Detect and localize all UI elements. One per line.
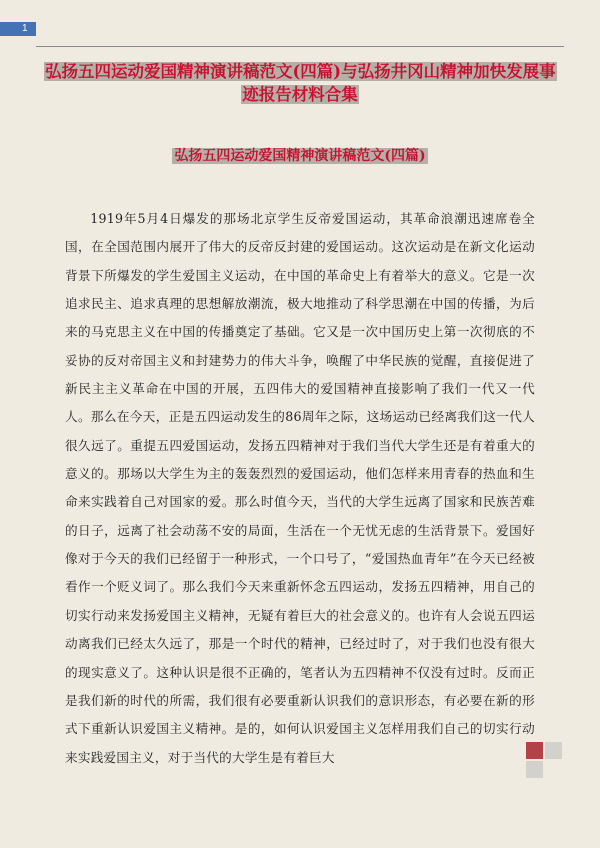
corner-decoration-red-square xyxy=(526,742,543,759)
document-title-text: 弘扬五四运动爱国精神演讲稿范文(四篇)与弘扬井冈山精神加快发展事迹报告材料合集 xyxy=(45,62,556,104)
section-subtitle xyxy=(0,146,600,166)
header-rule xyxy=(36,46,564,47)
document-title xyxy=(44,60,556,106)
corner-decoration-grey-square xyxy=(545,742,562,759)
page-number-badge: 1 xyxy=(0,22,36,36)
body-paragraph: 1919年5月4日爆发的那场北京学生反帝爱国运动，其革命浪潮迅速席卷全国，在全国范围内展开了伟大的反帝反封建的爱国运动。这次运动是在新文化运动背景下所爆发的学生爱国主义运动，在中国的革命史上有着举大的意义。它是一次追求民主、追求真理的思想解放潮流，极大地推动了科学思潮在中国的传播，为后来的马克思主义在中国的传播奠定了基础。它又是一次中国历史上第一次彻底的不妥协的反对帝国主义和封建势力的伟大斗争，唤醒了中华民族的觉醒，直接促进了新民主主义革命在中国的开展，五四伟大的爱国精神直接影响了我们一代又一代人。那么在今天，正是五四运动发生的86周年之际，这场运动已经离我们这一代人很久远了。重提五四爱国运动，发扬五四精神对于我们当代大学生还是有着重大的意义的。那场以大学生为主的轰轰烈烈的爱国运动，他们怎样来用青春的热血和生命来实践着自己对国家的爱。那么时值今天，当代的大学生远离了国家和民族苦难的日子，远离了社会动荡不安的局面，生活在一个无忧无虑的生活背景下。爱国好像对于今天的我们已经留于一种形式，一个口号了，“爱国热血青年”在今天已经被看作一个贬义词了。那么我们今天来重新怀念五四运动，发扬五四精神，用自己的切实行动来发扬爱国主义精神，无疑有着巨大的社会意义的。也许有人会说五四运动离我们已经太久远了，那是一个时代的精神，已经过时了，对于我们也没有很大的现实意义了。这种认识是很不正确的，笔者认为五四精神不仅没有过时。反而正是我们新的时代的所需，我们很有必要重新认识我们的意识形态，有必要在新的形式下重新认识爱国主义精神。是的，如何认识爱国主义怎样用我们自己的切实行动来实践爱国主义，对于当代的大学生是有着巨大 xyxy=(65,211,535,765)
corner-decoration-grey-square xyxy=(526,761,543,778)
section-subtitle-text: 弘扬五四运动爱国精神演讲稿范文(四篇) xyxy=(174,148,426,164)
